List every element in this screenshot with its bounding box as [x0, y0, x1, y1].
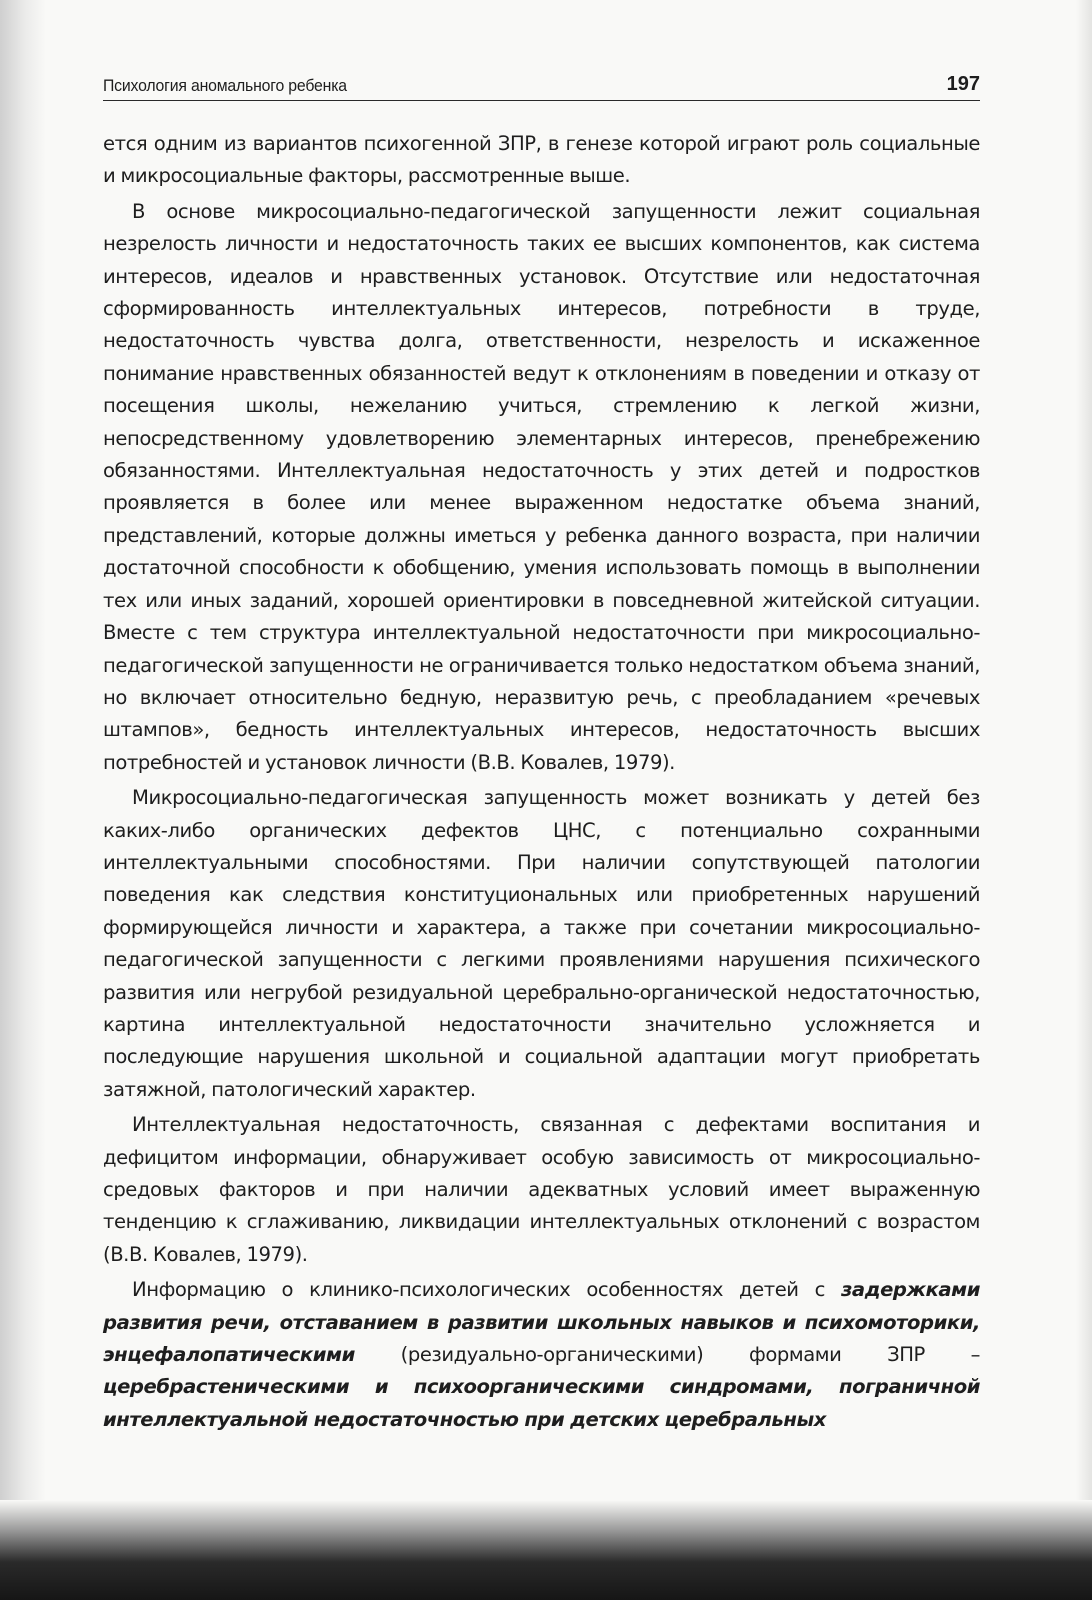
binding-shadow [0, 0, 46, 1600]
text-segment: Информацию о клинико-психологических особенностях детей с [132, 1278, 841, 1302]
running-header [103, 62, 980, 101]
page-edge [1076, 0, 1092, 1600]
paragraph [103, 782, 980, 1106]
emphasized-text: церебрастеническими и психоорганическими синдромами, пограничной интеллектуальной недостаточностью при детских церебральных [103, 1375, 980, 1431]
text-segment: Интеллектуальная недостаточность, связанная с дефектами воспитания и дефицитом информации, обнаруживает особую зависимость от микросоциально-средовых факторов и при наличии адекватных условий имеет выраженную тенденцию к сглаживанию, ликвидации интеллектуальных отклонений с возрастом (В.В. Ковалев, 1979). [103, 1113, 980, 1266]
text-segment: Микросоциально-педагогическая запущенность может возникать у детей без каких-либо органических дефектов ЦНС, с потенциально сохранными интеллектуальными способностями. При наличии сопутствующей патологии поведения как следствия конституциональных или приобретенных нарушений формирующейся личности и характера, а также при сочетании микросоциально-педагогической запущенности с легкими проявлениями нарушения психического развития или негрубой резидуальной церебрально-органической недостаточностью, картина интеллектуальной недостаточности значительно усложняется и последующие нарушения школьной и социальной адаптации могут приобретать затяжной, патологический характер. [103, 786, 980, 1101]
text-segment: В основе микросоциально-педагогической запущенности лежит социальная незрелость личности и недостаточность таких ее высших компонентов, как система интересов, идеалов и нравственных установок. Отсутствие или недостаточная сформированность интеллектуальных интересов, потребности в труде, недостаточность чувства долга, ответственности, незрелость и искаженное понимание нравственных обязанностей ведут к отклонениям в поведении и отказу от посещения школы, нежеланию учиться, стремлению к легкой жизни, непосредственному удовлетворению элементарных интересов, пренебрежению обязанностями. Интеллектуальная недостаточность у этих детей и подростков проявляется в более или менее выраженном недостатке объема знаний, представлений, которые должны иметься у ребенка данного возраста, при наличии достаточной способности к обобщению, умения использовать помощь в выполнении тех или иных заданий, хорошей ориентировки в повседневной житейской ситуации. Вместе с тем структура интеллектуальной недостаточности при микросоциально-педагогической запущенности не ограничивается только недостатком объема знаний, но включает относительно бедную, неразвитую речь, с преобладанием «речевых штампов», бедность интеллектуальных интересов, недостаточность высших потребностей и установок личности (В.В. Ковалев, 1979). [103, 199, 980, 774]
scan-shadow-bottom [0, 1500, 1092, 1600]
emphasized-text: задержками развития речи, отставанием в развитии школьных навыков и психомоторики, энцефалопатическими [103, 1278, 980, 1367]
running-title: Психология аномального ребенка [103, 76, 347, 95]
page-number: 197 [946, 73, 980, 95]
paragraph [103, 1109, 980, 1271]
text-segment: (резидуально-органическими) формами ЗПР – [354, 1343, 980, 1367]
paragraph [103, 196, 980, 779]
paragraph [103, 128, 980, 193]
text-segment: ется одним из вариантов психогенной ЗПР, в генезе которой играют роль социальные и микросоциальные факторы, рассмотренные выше. [103, 132, 980, 188]
paragraph [103, 1274, 980, 1436]
body-text [103, 128, 980, 1436]
